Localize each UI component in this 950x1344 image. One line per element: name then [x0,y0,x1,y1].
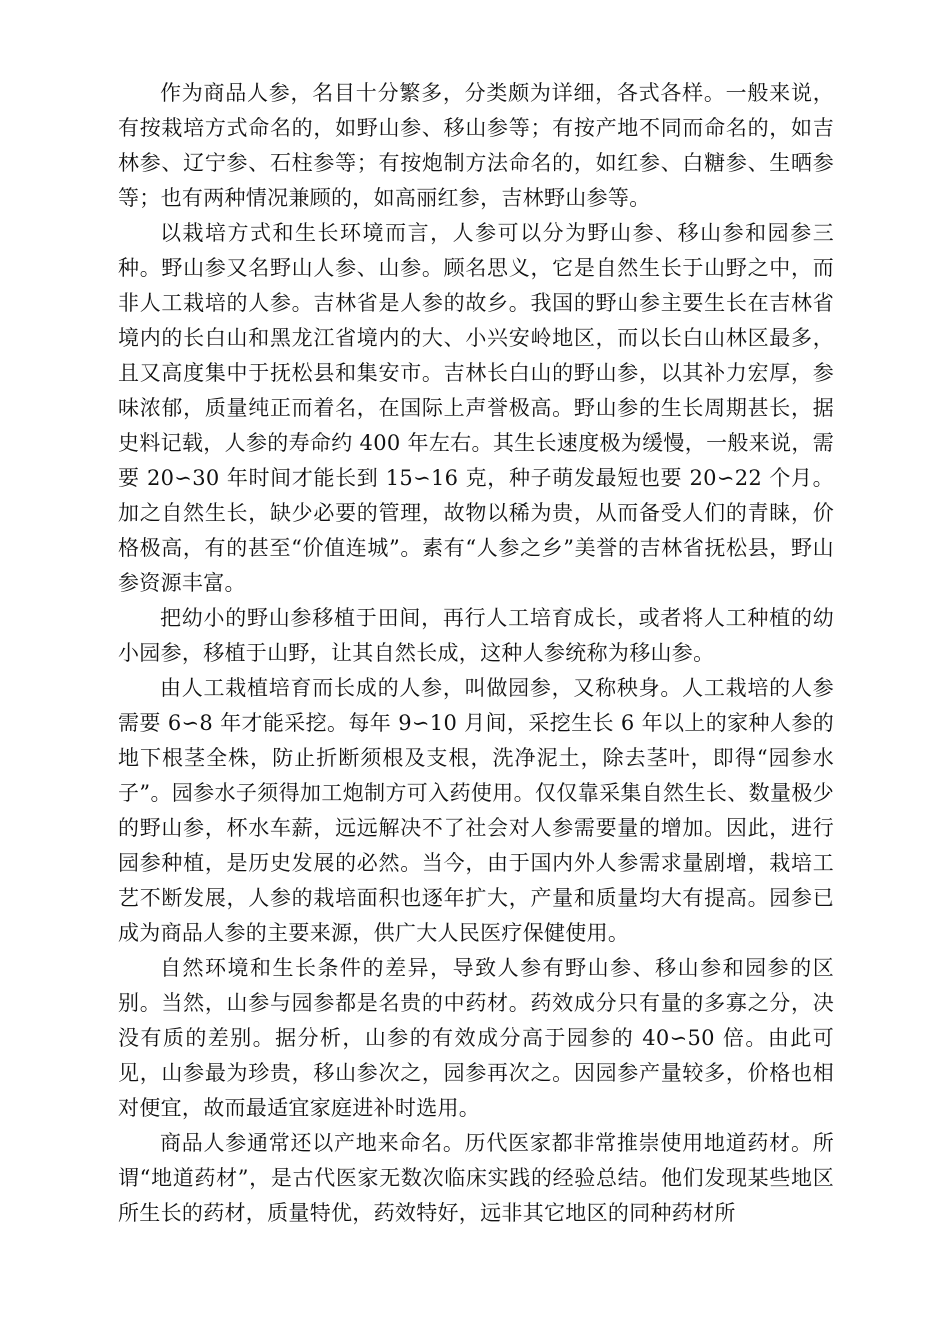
paragraph-5: 自然环境和生长条件的差异，导致人参有野山参、移山参和园参的区别。当然，山参与园参都是名贵的中药材。药效成分只有量的多寡之分，决没有质的差别。据分析，山参的有效成分高于园参的 40∽50 倍。由此可见，山参最为珍贵，移山参次之，园参再次之。因园参产量较多，价格也相对便宜，故而最适宜家庭进补时选用。 [118,956,834,1120]
paragraph-2: 以栽培方式和生长环境而言，人参可以分为野山参、移山参和园参三种。野山参又名野山人参、山参。顾名思义，它是自然生长于山野之中，而非人工栽培的人参。吉林省是人参的故乡。我国的野山参主要生长在吉林省境内的长白山和黑龙江省境内的大、小兴安岭地区，而以长白山林区最多，且又高度集中于抚松县和集安市。吉林长白山的野山参，以其补力宏厚，参味浓郁，质量纯正而着名，在国际上声誉极高。野山参的生长周期甚长，据史料记载，人参的寿命约 400 年左右。其生长速度极为缓慢，一般来说，需要 20∽30 年时间才能长到 15∽16 克，种子萌发最短也要 20∽22 个月。加之自然生长，缺少必要的管理，故物以稀为贵，从而备受人们的青睐，价格极高，有的甚至“价值连城”。素有“人参之乡”美誉的吉林省抚松县，野山参资源丰富。 [118,221,834,595]
document-body [118,76,834,1231]
paragraph-1: 作为商品人参，名目十分繁多，分类颇为详细，各式各样。一般来说，有按栽培方式命名的，如野山参、移山参等；有按产地不同而命名的，如吉林参、辽宁参、石柱参等；有按炮制方法命名的，如红参、白糖参、生晒参等；也有两种情况兼顾的，如高丽红参，吉林野山参等。 [118,81,834,210]
paragraph-3: 把幼小的野山参移植于田间，再行人工培育成长，或者将人工种植的幼小园参，移植于山野，让其自然长成，这种人参统称为移山参。 [118,606,834,665]
paragraph-4: 由人工栽植培育而长成的人参，叫做园参，又称秧身。人工栽培的人参需要 6∽8 年才能采挖。每年 9∽10 月间，采挖生长 6 年以上的家种人参的地下根茎全株，防止折断须根及支根，洗净泥土，除去茎叶，即得“园参水子”。园参水子须得加工炮制方可入药使用。仅仅靠采集自然生长、数量极少的野山参，杯水车薪，远远解决不了社会对人参需要量的增加。因此，进行园参种植，是历史发展的必然。当今，由于国内外人参需求量剧增，栽培工艺不断发展，人参的栽培面积也逐年扩大，产量和质量均大有提高。园参已成为商品人参的主要来源，供广大人民医疗保健使用。 [118,676,834,945]
paragraph-6: 商品人参通常还以产地来命名。历代医家都非常推崇使用地道药材。所谓“地道药材”，是古代医家无数次临床实践的经验总结。他们发现某些地区所生长的药材，质量特优，药效特好，远非其它地区的同种药材所 [118,1131,834,1225]
